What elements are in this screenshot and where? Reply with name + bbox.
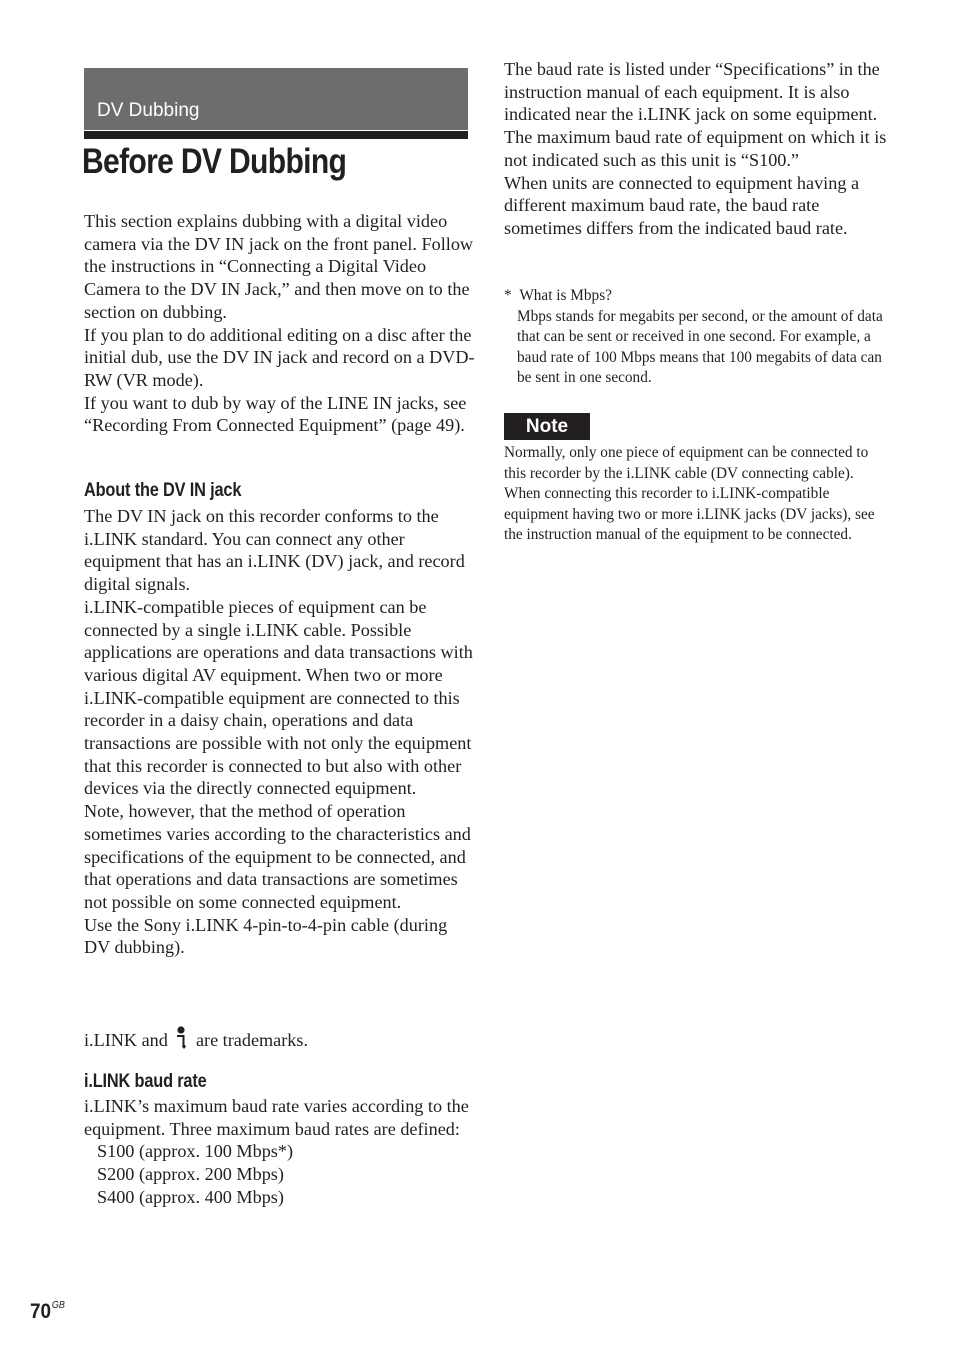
baud-rate-intro: i.LINK’s maximum baud rate varies according to the equipment. Three maximum baud rates are defined: — [84, 1096, 469, 1139]
about-dv-paragraph: Use the Sony i.LINK 4-pin-to-4-pin cable (during DV dubbing). — [84, 914, 448, 958]
baud-rate-item: S200 (approx. 200 Mbps) — [97, 1164, 284, 1185]
baud-rate-paragraph: The maximum baud rate of equipment on which it is not indicated such as this unit is “S100.” — [504, 127, 887, 170]
about-dv-text — [84, 505, 476, 959]
baud-rate-item: S100 (approx. 100 Mbps*) — [97, 1141, 294, 1162]
trademark-text-after: are trademarks. — [195, 1030, 309, 1050]
note-text: Normally, only one piece of equipment can be connected to this recorder by the i.LINK cable (DV connecting cable). When connecting this recorder to i.LINK-compatible equipment having two or more i.LINK jacks (DV jacks), see the instruction manual of the equipment to be connected. — [504, 444, 875, 543]
about-dv-heading: About the DV IN jack — [84, 480, 242, 501]
intro-paragraph: If you want to dub by way of the LINE IN jacks, see “Recording From Connected Equipment” (page 49). — [84, 392, 467, 436]
intro-paragraph: If you plan to do additional editing on a disc after the initial dub, use the DV IN jack and record on a DVD-RW (VR mode). — [84, 324, 475, 390]
page-number-value: 70 — [30, 1300, 52, 1323]
footnote-title — [504, 286, 890, 307]
baud-rate-details — [504, 58, 896, 240]
baud-rate-paragraph: The baud rate is listed under “Specifications” in the instruction manual of each equipment. It is also indicated near the i.LINK jack on some equipment. — [504, 59, 880, 125]
about-dv-paragraph: i.LINK-compatible pieces of equipment can be connected by a single i.LINK cable. Possible applications are operations and data transactions with various digital AV equipment. When two or more i.LINK-compatible equipment are connected to this recorder in a daisy chain, operations and data transactions are possible with not only the equipment that this recorder is connected to but also with other devices via the directly connected equipment. — [84, 596, 473, 799]
section-header-band — [84, 68, 468, 130]
page-number — [30, 1300, 65, 1324]
intro-paragraph: This section explains dubbing with a digital video camera via the DV IN jack on the front panel. Follow the instructions in “Connecting a Digital Video Camera to the DV IN Jack,” and then move on to the section on dubbing. — [84, 211, 474, 322]
baud-rate-heading: i.LINK baud rate — [84, 1071, 207, 1092]
note-badge: Note — [504, 413, 590, 440]
ilink-logo-icon — [175, 1026, 187, 1056]
page-region: GB — [51, 1300, 65, 1311]
section-divider — [84, 131, 468, 139]
baud-rate-item: S400 (approx. 400 Mbps) — [97, 1186, 284, 1207]
page-title: Before DV Dubbing — [82, 142, 347, 181]
baud-rate-text — [84, 1095, 476, 1209]
note-body — [504, 443, 890, 546]
footnote-title-text: What is Mbps? — [519, 287, 612, 304]
trademark-line — [84, 1026, 308, 1056]
about-dv-paragraph: The DV IN jack on this recorder conforms to the i.LINK standard. You can connect any other equipment that has an i.LINK (DV) jack, and record digital signals. — [84, 506, 465, 595]
footnote-marker: * — [504, 287, 512, 304]
footnote — [504, 286, 890, 389]
about-dv-paragraph: Note, however, that the method of operation sometimes varies according to the characteristics and specifications of the equipment to be connected, and that operations and data transactions are sometimes not possible on some connected equipment. — [84, 801, 471, 912]
intro-text — [84, 210, 476, 437]
section-label: DV Dubbing — [97, 100, 200, 121]
baud-rate-paragraph: When units are connected to equipment having a different maximum baud rate, the baud rate sometimes differs from the indicated baud rate. — [504, 172, 860, 238]
footnote-body: Mbps stands for megabits per second, or the amount of data that can be sent or received in one second. For example, a baud rate of 100 Mbps means that 100 megabits of data can be sent in one second. — [517, 307, 883, 386]
trademark-text-before: i.LINK and — [84, 1030, 168, 1050]
